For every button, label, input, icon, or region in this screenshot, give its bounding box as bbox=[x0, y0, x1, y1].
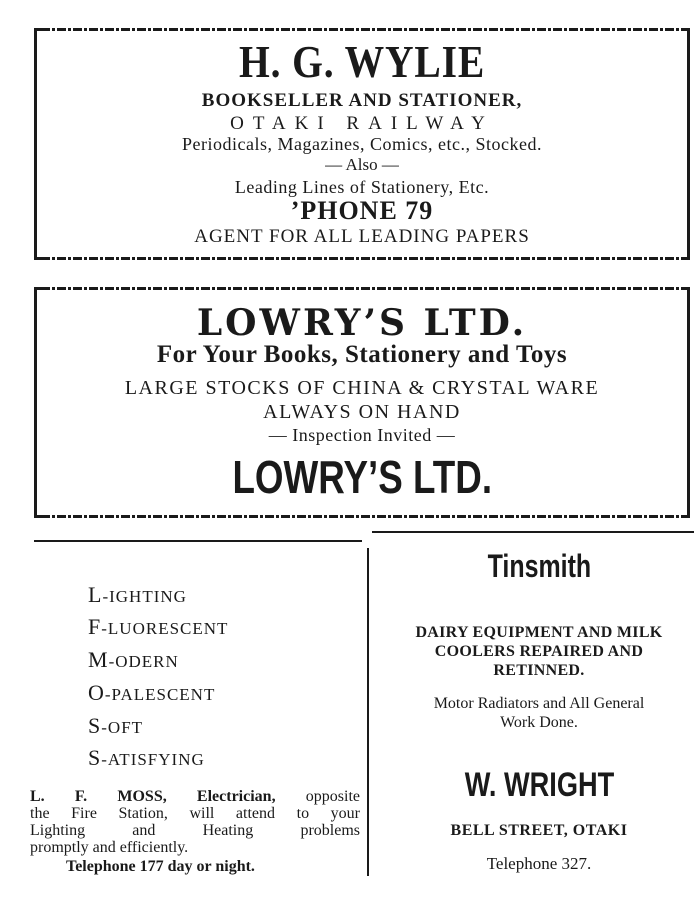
wylie-name-heading: H. G. WYLIE bbox=[238, 36, 486, 87]
tinsmith-heading: Tinsmith bbox=[487, 548, 591, 584]
wylie-phone-line: ’PHONE 79 bbox=[290, 196, 434, 225]
wylie-trade-line: BOOKSELLER AND STATIONER, bbox=[201, 90, 523, 111]
dairy-line-3: RETINNED. bbox=[493, 662, 585, 679]
wright-name-heading: W. WRIGHT bbox=[464, 766, 614, 804]
wylie-periodicals-line: Periodicals, Magazines, Comics, etc., Stocked. bbox=[182, 134, 542, 154]
wylie-stationery-line: Leading Lines of Stationery, Etc. bbox=[234, 177, 490, 197]
acrostic-line-opalescent: O-PALESCENT bbox=[88, 680, 216, 705]
lowry-on-hand-line: ALWAYS ON HAND bbox=[263, 401, 461, 423]
lowry-tagline: For Your Books, Stationery and Toys bbox=[156, 341, 568, 368]
acrostic-line-soft: S-OFT bbox=[88, 713, 144, 738]
dairy-line-1: DAIRY EQUIPMENT AND MILK bbox=[415, 624, 663, 641]
lowry-name-footer: LOWRY’S LTD. bbox=[232, 451, 492, 503]
moss-name: L. F. MOSS, Electrician, bbox=[30, 788, 276, 805]
moss-phone-line: Telephone 177 day or night. bbox=[66, 858, 255, 875]
dairy-line-2: COOLERS REPAIRED AND bbox=[434, 643, 644, 660]
lowry-advertisement bbox=[34, 287, 690, 518]
acrostic-line-fluorescent: F-LUORESCENT bbox=[88, 614, 229, 639]
lowry-stocks-line: LARGE STOCKS OF CHINA & CRYSTAL WARE bbox=[124, 377, 600, 399]
lowry-logo-heading: LOWRY’S LTD. bbox=[196, 302, 528, 344]
wylie-also-line: — Also — bbox=[325, 155, 399, 174]
wylie-advertisement bbox=[34, 28, 690, 260]
dairy-equipment-text bbox=[378, 623, 700, 680]
motor-line-2: Work Done. bbox=[500, 714, 578, 731]
wright-address-line: BELL STREET, OTAKI bbox=[450, 822, 628, 839]
wright-phone-line: Telephone 327. bbox=[486, 854, 592, 873]
moss-body-line-1: L. F. MOSS, Electrician, opposite bbox=[30, 788, 360, 805]
acrostic-line-satisfying: S-ATISFYING bbox=[88, 745, 205, 770]
moss-body-line-2: the Fire Station, will attend to your bbox=[30, 805, 360, 822]
lowry-inspection-line: — Inspection Invited — bbox=[268, 425, 456, 445]
wylie-agent-line: AGENT FOR ALL LEADING PAPERS bbox=[194, 226, 530, 247]
motor-line-1: Motor Radiators and All General bbox=[433, 695, 645, 712]
moss-body-line-3: Lighting and Heating problems bbox=[30, 822, 360, 839]
acrostic-line-lighting: L-IGHTING bbox=[88, 582, 187, 607]
moss-body-text bbox=[30, 788, 360, 856]
moss-body-line-4: promptly and efficiently. bbox=[30, 839, 189, 856]
right-column-rule bbox=[372, 531, 694, 533]
wylie-location-line: OTAKI RAILWAY bbox=[230, 113, 494, 134]
motor-radiators-text bbox=[378, 694, 700, 732]
acrostic-line-modern: M-ODERN bbox=[88, 647, 179, 672]
left-column-rule bbox=[34, 540, 362, 542]
column-divider bbox=[367, 548, 369, 876]
